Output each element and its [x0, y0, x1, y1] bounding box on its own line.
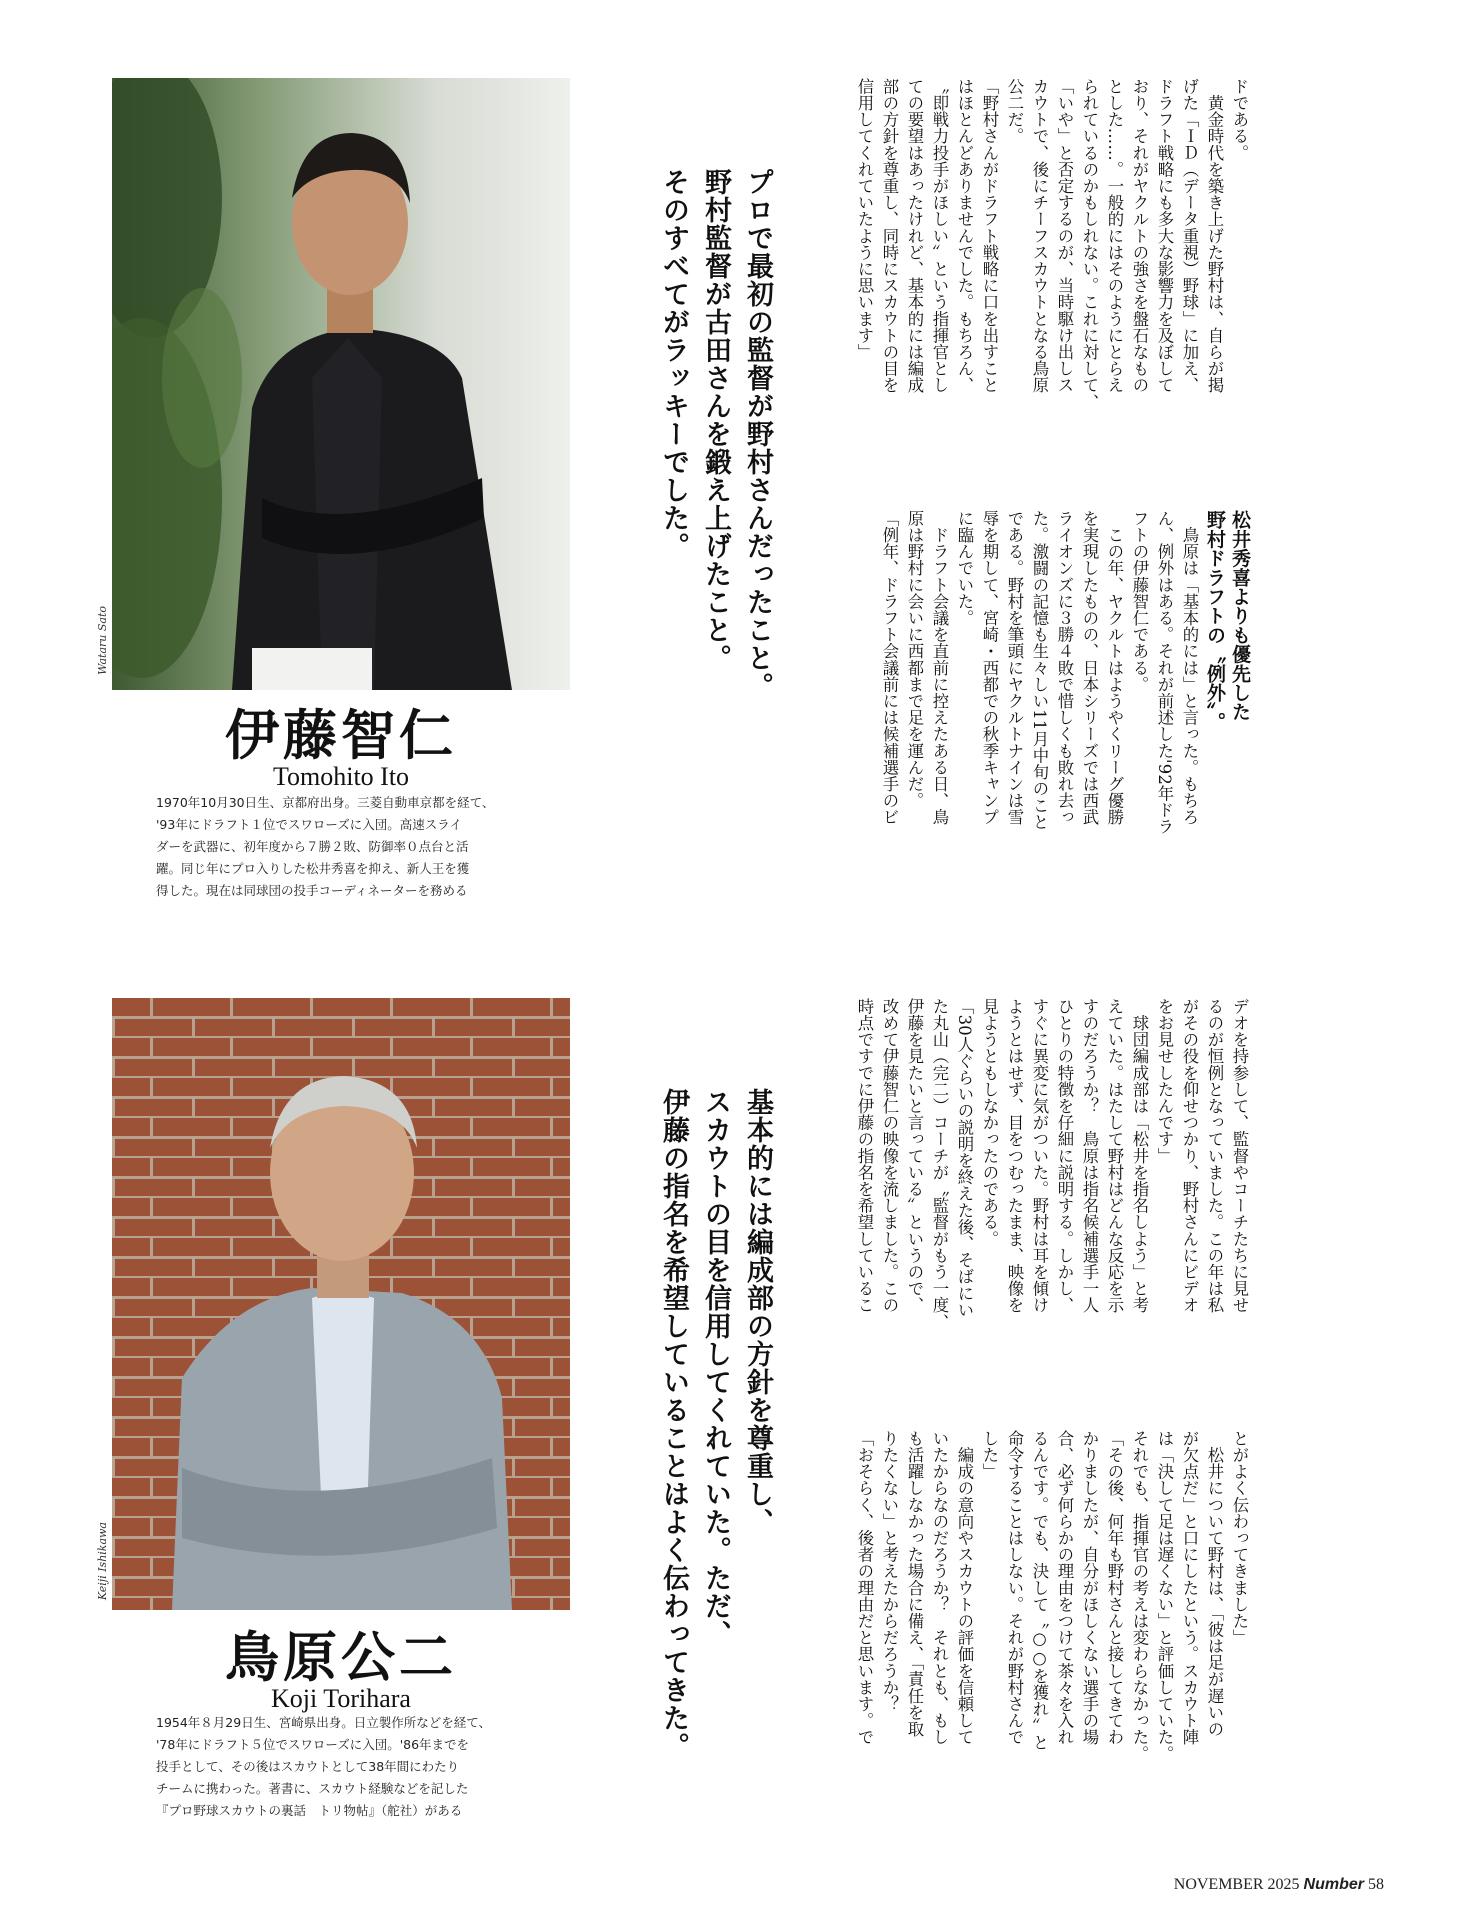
text-line: ドである。 [1230, 78, 1249, 161]
text-line: 「30人ぐらいの説明を終えた後、そばにい [955, 998, 974, 1319]
text-line: 「その後、何年も野村さんと接してきてわ [1105, 1430, 1124, 1746]
text-line: た。激闘の記憶も生々しい11月中旬のこと [1030, 510, 1049, 831]
article-text-block [852, 998, 1252, 1408]
profile-bio [156, 792, 494, 902]
text-line: ライオンズに３勝４敗で惜しくも敗れ去っ [1055, 510, 1074, 826]
profile-name-jp: 伊藤智仁 [225, 703, 457, 767]
quote-line: そのすべてがラッキーでした。 [658, 168, 689, 560]
text-line: 部の方針を尊重し、同時にスカウトの目を [880, 78, 899, 394]
text-line: ひとりの特徴を仔細に説明する。しかし、 [1055, 998, 1074, 1314]
article-text-block [852, 1430, 1252, 1840]
section-heading: 野村ドラフトの〝例外〟。 [1204, 510, 1226, 731]
text-line: た丸山（完二）コーチが〝監督がもう一度、 [930, 998, 949, 1330]
text-line: デオを持参して、監督やコーチたちに見せ [1230, 998, 1249, 1314]
text-line: ての要望はあったけれど、基本的には編成 [905, 78, 924, 394]
text-line: である。野村を筆頭にヤクルトナインは雪 [1005, 510, 1024, 826]
text-line: りたくない」と考えたからだろうか？ [880, 1430, 899, 1713]
text-line: 命令することはしない。それが野村さんで [1005, 1430, 1024, 1746]
text-line: この年、ヤクルトはようやくリーグ優勝 [1105, 510, 1124, 826]
text-line: それでも、指揮官の考えは変わらなかった。 [1130, 1430, 1149, 1762]
text-line: おり、それがヤクルトの強さを盤石なもの [1130, 78, 1149, 394]
profile-name-en: Koji Torihara [271, 1684, 411, 1713]
photo-credit: Keiji Ishikawa [96, 1522, 109, 1601]
article-text-block [852, 510, 1252, 920]
text-line: るんです。でも、決して〝○○を獲れ〟と [1030, 1430, 1049, 1751]
bio-line: 躍。同じ年にプロ入りした松井秀喜を抑え、新人王を獲 [156, 861, 470, 876]
text-line: 合、必ず何らかの理由をつけて茶々を入れ [1055, 1430, 1074, 1746]
page-number: 58 [1368, 1876, 1384, 1893]
text-line: られているのかもしれない。これに対して、 [1080, 78, 1099, 410]
text-line: 信用してくれていたように思います」 [855, 78, 874, 361]
photo-tomohito-ito [112, 78, 570, 690]
bio-line: '93年にドラフト１位でスワローズに入団。高速スライ [156, 817, 462, 832]
bio-line: ダーを武器に、初年度から７勝２敗、防御率０点台と活 [156, 839, 469, 854]
text-line: 「おそらく、後者の理由だと思います。で [855, 1430, 874, 1746]
text-line: フトの伊藤智仁である。 [1130, 510, 1149, 693]
text-line: 「いや」と否定するのが、当時駆け出しス [1055, 78, 1074, 394]
bio-line: 得した。現在は同球団の投手コーディネーターを務める [156, 883, 468, 898]
text-line: をお見せしたんです」 [1155, 998, 1174, 1164]
quote-line: プロで最初の監督が野村さんだったこと。 [742, 168, 773, 700]
quote-line: 基本的には編成部の方針を尊重し、 [742, 1088, 773, 1536]
text-line: ドラフト戦略にも多大な影響力を及ぼして [1155, 78, 1174, 394]
bio-line: 1970年10月30日生、京都府出身。三菱自動車京都を経て、 [156, 795, 495, 810]
section-heading: 松井秀喜よりも優先した [1229, 510, 1251, 722]
text-line: 黄金時代を築き上げた野村は、自らが掲 [1205, 78, 1224, 394]
text-line: は「決して足は遅くない」と評価していた。 [1155, 1430, 1174, 1762]
text-line: に臨んでいた。 [955, 510, 974, 627]
text-line: 編成の意向やスカウトの評価を信頼して [955, 1430, 974, 1746]
bio-line: '78年にドラフト５位でスワローズに入団。'86年までを [156, 1737, 470, 1752]
text-line: を実現したものの、日本シリーズでは西武 [1080, 510, 1099, 826]
text-line: が欠点だ」と口にしたという。スカウト陣 [1180, 1430, 1199, 1746]
text-line: 時点ですでに伊藤の指名を希望しているこ [855, 998, 874, 1314]
profile-name-en: Tomohito Ito [272, 762, 410, 791]
text-line: した」 [980, 1430, 999, 1480]
text-line: げた「ＩＤ（データ重視）野球」に加え、 [1180, 78, 1199, 394]
profile-bio [156, 1712, 491, 1822]
text-line: 伊藤を見たいと言っている〟というので、 [905, 998, 924, 1314]
text-line: 鳥原は「基本的には」と言った。もちろ [1180, 510, 1199, 826]
magazine-name: Number [1303, 1876, 1364, 1893]
text-line: も活躍しなかった場合に備え、「責任を取 [905, 1430, 924, 1738]
text-line: 見ようともしなかったのである。 [980, 998, 999, 1247]
bio-line: 投手として、その後はスカウトとして38年間にわたり [156, 1759, 460, 1774]
bio-line: 『プロ野球スカウトの裏話 トリ物帖』（舵社）がある [156, 1803, 463, 1818]
text-line: ん、例外はある。それが前述した'92年ドラ [1155, 510, 1174, 835]
text-line: るのが恒例となっていました。この年は私 [1205, 998, 1224, 1314]
text-line: えていた。はたして野村はどんな反応を示 [1105, 998, 1124, 1314]
text-line: 公二だ。 [1005, 78, 1024, 145]
profile-name-jp: 鳥原公二 [225, 1625, 457, 1689]
quote-line: スカウトの目を信用してくれていた。ただ、 [700, 1088, 731, 1648]
quote-line: 伊藤の指名を希望していることはよく伝わってきた。 [658, 1088, 689, 1760]
text-line: カウトで、後にチーフスカウトとなる鳥原 [1030, 78, 1049, 394]
text-line: ようとはせず、目をつむったまま、映像を [1005, 998, 1024, 1314]
pull-quote [652, 1088, 778, 1768]
text-line: 〝即戦力投手がほしい〟という指揮官とし [930, 78, 949, 394]
text-line: 「野村さんがドラフト戦略に口を出すこと [980, 78, 999, 394]
quote-line: 野村監督が古田さんを鍛え上げたこと。 [700, 168, 731, 672]
text-line: 原は野村に会いに西都まで足を運んだ。 [905, 510, 924, 809]
pull-quote [652, 168, 778, 728]
text-line: ドラフト会議を直前に控えたある日、鳥 [930, 510, 949, 826]
bio-line: チームに携わった。著書に、スカウト経験などを記した [156, 1781, 469, 1796]
text-line: 球団編成部は「松井を指名しよう」と考 [1130, 998, 1149, 1314]
text-line: かりましたが、自分がほしくない選手の場 [1080, 1430, 1099, 1746]
text-line: いたからなのだろうか？ それとも、もし [930, 1430, 949, 1746]
photo-koji-torihara [112, 998, 570, 1610]
bio-line: 1954年８月29日生、宮崎県出身。日立製作所などを経て、 [156, 1715, 491, 1730]
text-line: すのだろうか？ 鳥原は指名候補選手一人 [1080, 998, 1099, 1314]
text-line: はほとんどありませんでした。もちろん、 [955, 78, 974, 394]
text-line: すぐに異変に気がついた。野村は耳を傾け [1030, 998, 1049, 1314]
photo-credit: Wataru Sato [96, 606, 109, 675]
text-line: とした……。一般的にはそのようにとらえ [1105, 78, 1124, 394]
text-line: 「例年、ドラフト会議前には候補選手のビ [880, 510, 899, 826]
text-line: とがよく伝わってきました」 [1230, 1430, 1249, 1646]
text-line: がその役を仰せつかり、野村さんにビデオ [1180, 998, 1199, 1314]
page-footer [1174, 1876, 1384, 1894]
text-line: 辱を期して、宮崎・西都での秋季キャンプ [980, 510, 999, 826]
article-text-block [852, 78, 1252, 488]
text-line: 松井について野村は、「彼は足が遅いの [1205, 1430, 1224, 1738]
text-line: 改めて伊藤智仁の映像を流しました。この [880, 998, 899, 1314]
issue-month: NOVEMBER 2025 [1173, 1876, 1300, 1893]
